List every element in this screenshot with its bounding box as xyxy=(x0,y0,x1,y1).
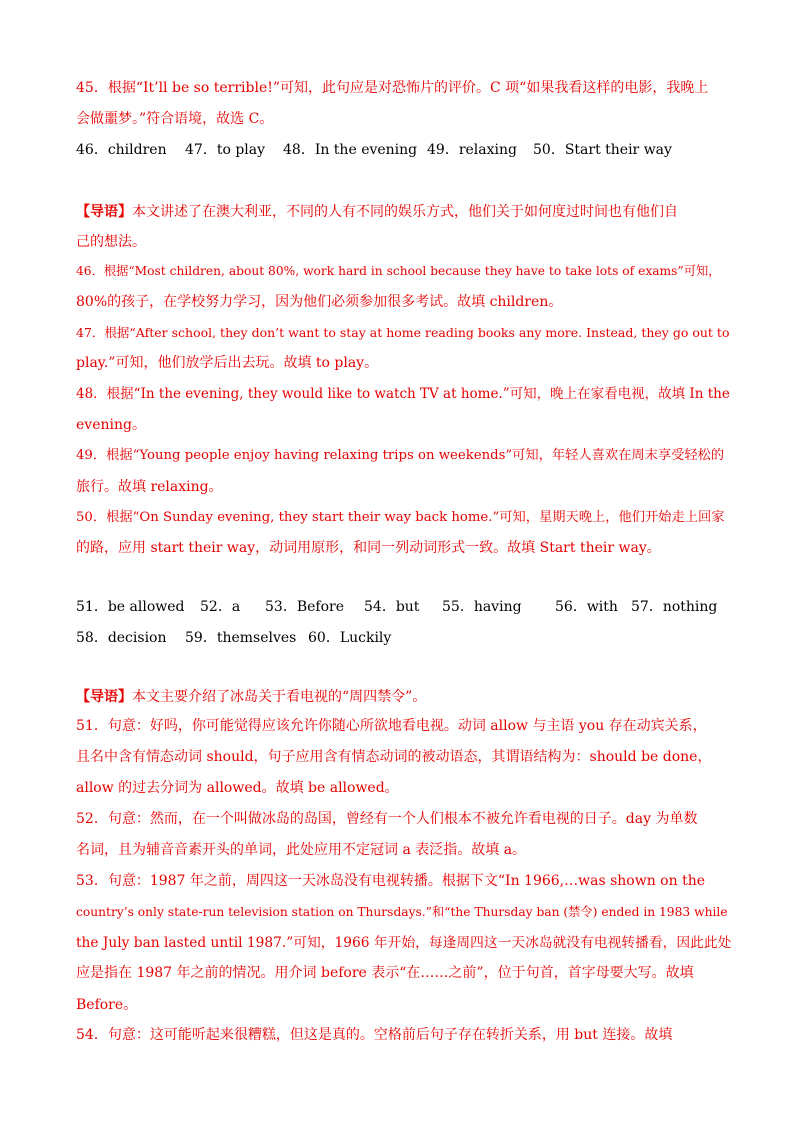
explanation-51-line1: 51．句意：好吗，你可能觉得应该允许你随心所欲地看电视。动词 allow 与主语 you 存在动宾关系， xyxy=(76,718,707,734)
intro-tag: 【导语】 xyxy=(76,204,132,220)
answer-57: 57．nothing xyxy=(631,599,718,615)
explanation-45-line2: 会做噩梦。”符合语境，故选 C。 xyxy=(76,111,274,127)
explanation-47-line2: play.”可知，他们放学后出去玩。故填 to play。 xyxy=(76,355,379,371)
answer-54: 54．but xyxy=(364,599,420,615)
explanation-54-line1: 54．句意：这可能听起来很糟糕，但这是真的。空格前后句子存在转折关系，用 but 连接。故填 xyxy=(76,1027,673,1043)
explanation-51-line2: 且名中含有情态动词 should，句子应用含有情态动词的被动语态，其谓语结构为：should be done， xyxy=(76,749,712,765)
explanation-53-line2: country’s only state-run television station on Thursdays.”和“the Thursday ban (禁令) ended in 1983 while xyxy=(76,905,728,919)
answer-56: 56．with xyxy=(555,599,618,615)
answer-50: 50．Start their way xyxy=(533,142,672,158)
intro-text: 本文主要介绍了冰岛关于看电视的“周四禁令”。 xyxy=(132,689,427,705)
intro-1-line1 xyxy=(76,203,678,221)
intro-text: 本文讲述了在澳大利亚，不同的人有不同的娱乐方式，他们关于如何度过时间也有他们自 xyxy=(132,204,678,220)
explanation-49-line1: 49．根据“Young people enjoy having relaxing trips on weekends”可知，年轻人喜欢在周末享受轻松的 xyxy=(76,448,725,463)
answer-60: 60．Luckily xyxy=(308,630,392,646)
explanation-53-line5: Before。 xyxy=(76,997,138,1013)
explanation-52-line1: 52．句意：然而，在一个叫做冰岛的岛国，曾经有一个人们根本不被允许看电视的日子。day 为单数 xyxy=(76,811,698,827)
answer-53: 53．Before xyxy=(265,599,344,615)
answer-48: 48．In the evening xyxy=(283,142,418,158)
explanation-46-line1: 46．根据“Most children, about 80%, work hard in school because they have to take lots of exams”可知， xyxy=(76,264,721,278)
explanation-53-line4: 应是指在 1987 年之前的情况。用介词 before 表示“在……之前”，位于句首，首字母要大写。故填 xyxy=(76,965,694,981)
answer-59: 59．themselves xyxy=(185,630,297,646)
explanation-48-line2: evening。 xyxy=(76,417,146,433)
intro-1-line2: 己的想法。 xyxy=(76,234,146,250)
answer-47: 47．to play xyxy=(185,142,266,158)
explanation-49-line2: 旅行。故填 relaxing。 xyxy=(76,479,223,495)
explanation-50-line1: 50．根据“On Sunday evening, they start their way back home.”可知，星期天晚上，他们开始走上回家 xyxy=(76,510,725,525)
explanation-48-line1: 48．根据“In the evening, they would like to watch TV at home.”可知，晚上在家看电视，故填 In the xyxy=(76,386,730,402)
answer-52: 52．a xyxy=(200,599,241,615)
answer-58: 58．decision xyxy=(76,630,167,646)
explanation-52-line2: 名词，且为辅音音素开头的单词，此处应用不定冠词 a 表泛指。故填 a。 xyxy=(76,842,527,858)
explanation-45-line1: 45．根据“It’ll be so terrible!”可知，此句应是对恐怖片的评价。C 项“如果我看这样的电影，我晚上 xyxy=(76,80,709,96)
explanation-50-line2: 的路，应用 start their way，动词用原形，和同一列动词形式一致。故填 Start their way。 xyxy=(76,540,661,556)
explanation-53-line3: the July ban lasted until 1987.”可知，1966 年开始，每逢周四这一天冰岛就没有电视转播看，因此此处 xyxy=(76,935,732,951)
answer-49: 49．relaxing xyxy=(427,142,517,158)
explanation-47-line1: 47．根据“After school, they don’t want to stay at home reading books any more. Instead, they go out to xyxy=(76,325,730,340)
answer-51: 51．be allowed xyxy=(76,599,185,615)
explanation-53-line1: 53．句意：1987 年之前，周四这一天冰岛没有电视转播。根据下文“In 1966,…was shown on the xyxy=(76,873,705,889)
intro-2 xyxy=(76,688,426,706)
answer-46: 46．children xyxy=(76,142,167,158)
answer-55: 55．having xyxy=(442,599,522,615)
explanation-51-line3: allow 的过去分词为 allowed。故填 be allowed。 xyxy=(76,780,399,796)
explanation-46-line2: 80%的孩子，在学校努力学习，因为他们必须参加很多考试。故填 children。 xyxy=(76,294,563,310)
intro-tag: 【导语】 xyxy=(76,689,132,705)
